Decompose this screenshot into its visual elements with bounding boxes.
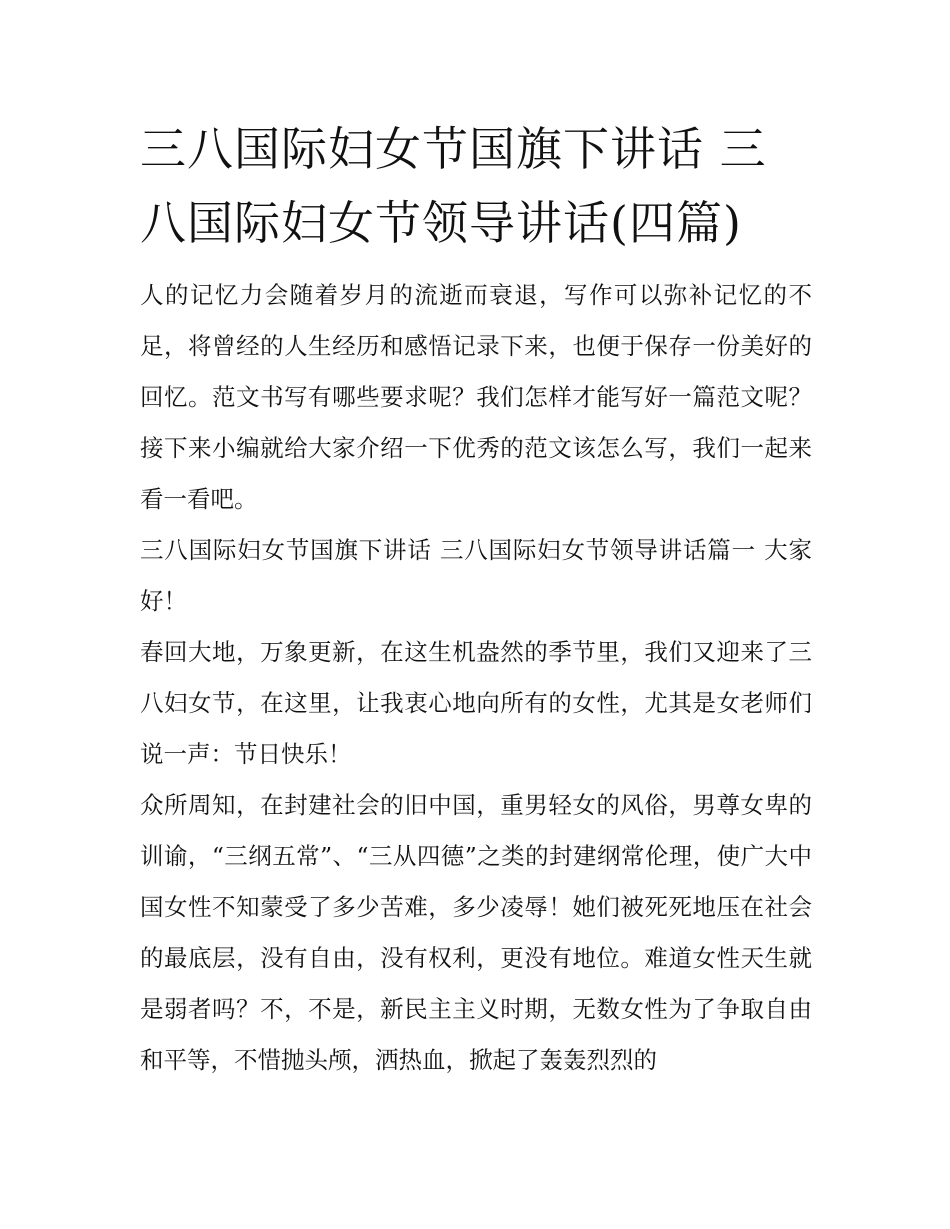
document-title: 三八国际妇女节国旗下讲话 三八国际妇女节领导讲话(四篇) <box>140 122 767 250</box>
paragraph-history: 众所周知，在封建社会的旧中国，重男轻女的风俗，男尊女卑的训谕，“三纲五常”、“三从四德”之类的封建纲常伦理，使广大中国女性不知蒙受了多少苦难，多少凌辱！她们被死死地压在社会的最底层，没有自由，没有权利，更没有地位。难道女性天生就是弱者吗？不，不是，新民主主义时期，无数女性为了争取自由和平等，不惜抛头颅，洒热血，掀起了轰轰烈烈的 <box>140 791 812 1074</box>
paragraph-intro: 人的记忆力会随着岁月的流逝而衰退，写作可以弥补记忆的不足，将曾经的人生经历和感悟记录下来，也便于保存一份美好的回忆。范文书写有哪些要求呢？我们怎样才能写好一篇范文呢？接下来小编就给大家介绍一下优秀的范文该怎么写，我们一起来看一看吧。 <box>140 281 812 513</box>
paragraph-section-heading: 三八国际妇女节国旗下讲话 三八国际妇女节领导讲话篇一 大家好！ <box>140 536 812 615</box>
document-body <box>140 270 812 1086</box>
document-page <box>140 112 812 1086</box>
paragraph-greeting: 春回大地，万象更新，在这生机盎然的季节里，我们又迎来了三八妇女节，在这里，让我衷心地向所有的女性，尤其是女老师们说一声：节日快乐！ <box>140 638 812 768</box>
